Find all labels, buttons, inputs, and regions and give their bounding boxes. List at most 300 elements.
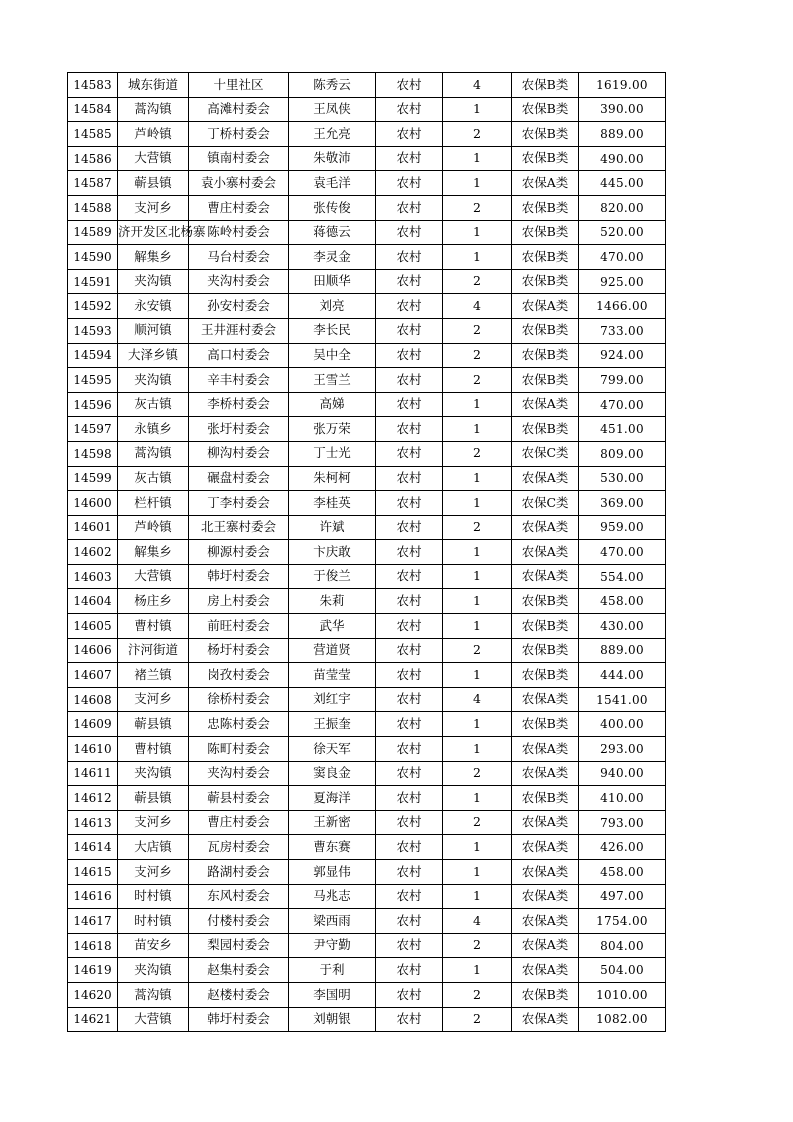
- record-id-cell: 14588: [68, 195, 118, 220]
- amount-cell: 470.00: [579, 245, 666, 270]
- amount-cell: 889.00: [579, 122, 666, 147]
- table-row: [68, 614, 666, 639]
- table-row: [68, 515, 666, 540]
- household-count-cell: 1: [443, 835, 512, 860]
- town-cell: 解集乡: [118, 540, 189, 565]
- category-cell: 农保B类: [512, 786, 579, 811]
- record-id-cell: 14599: [68, 466, 118, 491]
- category-cell: 农保A类: [512, 761, 579, 786]
- amount-cell: 554.00: [579, 564, 666, 589]
- town-cell: 蕲县镇: [118, 171, 189, 196]
- town-cell: 曹村镇: [118, 737, 189, 762]
- area-type-cell: 农村: [376, 466, 443, 491]
- amount-cell: 1619.00: [579, 73, 666, 98]
- town-cell: 时村镇: [118, 909, 189, 934]
- person-name-cell: 王允亮: [289, 122, 376, 147]
- table-row: [68, 638, 666, 663]
- record-id-cell: 14584: [68, 97, 118, 122]
- record-id-cell: 14612: [68, 786, 118, 811]
- village-cell: 辛丰村委会: [189, 368, 289, 393]
- area-type-cell: 农村: [376, 171, 443, 196]
- village-cell: 丁李村委会: [189, 491, 289, 516]
- household-count-cell: 1: [443, 786, 512, 811]
- town-cell: 夹沟镇: [118, 269, 189, 294]
- town-cell: 顺河镇: [118, 318, 189, 343]
- amount-cell: 497.00: [579, 884, 666, 909]
- person-name-cell: 于俊兰: [289, 564, 376, 589]
- table-row: [68, 245, 666, 270]
- category-cell: 农保B类: [512, 73, 579, 98]
- amount-cell: 820.00: [579, 195, 666, 220]
- area-type-cell: 农村: [376, 909, 443, 934]
- village-cell: 徐桥村委会: [189, 687, 289, 712]
- village-cell: 马台村委会: [189, 245, 289, 270]
- area-type-cell: 农村: [376, 589, 443, 614]
- category-cell: 农保B类: [512, 712, 579, 737]
- town-cell: 济开发区北杨寨: [118, 220, 189, 245]
- category-cell: 农保B类: [512, 146, 579, 171]
- person-name-cell: 王雪兰: [289, 368, 376, 393]
- person-name-cell: 李国明: [289, 982, 376, 1007]
- amount-cell: 1082.00: [579, 1007, 666, 1032]
- area-type-cell: 农村: [376, 712, 443, 737]
- amount-cell: 1466.00: [579, 294, 666, 319]
- area-type-cell: 农村: [376, 786, 443, 811]
- household-count-cell: 1: [443, 466, 512, 491]
- village-cell: 柳源村委会: [189, 540, 289, 565]
- town-cell: 夹沟镇: [118, 958, 189, 983]
- category-cell: 农保C类: [512, 491, 579, 516]
- person-name-cell: 朱敬沛: [289, 146, 376, 171]
- category-cell: 农保B类: [512, 122, 579, 147]
- area-type-cell: 农村: [376, 73, 443, 98]
- village-cell: 北王寨村委会: [189, 515, 289, 540]
- village-cell: 袁小寨村委会: [189, 171, 289, 196]
- record-id-cell: 14590: [68, 245, 118, 270]
- area-type-cell: 农村: [376, 564, 443, 589]
- household-count-cell: 2: [443, 368, 512, 393]
- village-cell: 高滩村委会: [189, 97, 289, 122]
- area-type-cell: 农村: [376, 982, 443, 1007]
- person-name-cell: 苗莹莹: [289, 663, 376, 688]
- person-name-cell: 李长民: [289, 318, 376, 343]
- town-cell: 支河乡: [118, 687, 189, 712]
- town-cell: 芦岭镇: [118, 515, 189, 540]
- household-count-cell: 1: [443, 712, 512, 737]
- record-id-cell: 14587: [68, 171, 118, 196]
- person-name-cell: 张传俊: [289, 195, 376, 220]
- category-cell: 农保A类: [512, 860, 579, 885]
- amount-cell: 390.00: [579, 97, 666, 122]
- records-table: [67, 72, 666, 1032]
- person-name-cell: 吴中全: [289, 343, 376, 368]
- household-count-cell: 2: [443, 343, 512, 368]
- person-name-cell: 夏海洋: [289, 786, 376, 811]
- amount-cell: 940.00: [579, 761, 666, 786]
- person-name-cell: 徐天军: [289, 737, 376, 762]
- record-id-cell: 14611: [68, 761, 118, 786]
- household-count-cell: 1: [443, 245, 512, 270]
- amount-cell: 470.00: [579, 540, 666, 565]
- household-count-cell: 2: [443, 761, 512, 786]
- record-id-cell: 14608: [68, 687, 118, 712]
- town-cell: 大泽乡镇: [118, 343, 189, 368]
- table-row: [68, 737, 666, 762]
- record-id-cell: 14609: [68, 712, 118, 737]
- table-row: [68, 220, 666, 245]
- person-name-cell: 朱柯柯: [289, 466, 376, 491]
- household-count-cell: 1: [443, 392, 512, 417]
- village-cell: 夹沟村委会: [189, 269, 289, 294]
- village-cell: 赵楼村委会: [189, 982, 289, 1007]
- person-name-cell: 郭显伟: [289, 860, 376, 885]
- person-name-cell: 丁士光: [289, 441, 376, 466]
- record-id-cell: 14620: [68, 982, 118, 1007]
- category-cell: 农保B类: [512, 982, 579, 1007]
- area-type-cell: 农村: [376, 933, 443, 958]
- category-cell: 农保A类: [512, 737, 579, 762]
- table-row: [68, 933, 666, 958]
- household-count-cell: 4: [443, 909, 512, 934]
- town-cell: 大营镇: [118, 564, 189, 589]
- person-name-cell: 田顺华: [289, 269, 376, 294]
- area-type-cell: 农村: [376, 122, 443, 147]
- town-cell: 杨庄乡: [118, 589, 189, 614]
- area-type-cell: 农村: [376, 638, 443, 663]
- village-cell: 镇南村委会: [189, 146, 289, 171]
- person-name-cell: 营道贤: [289, 638, 376, 663]
- table-row: [68, 835, 666, 860]
- area-type-cell: 农村: [376, 417, 443, 442]
- category-cell: 农保A类: [512, 835, 579, 860]
- area-type-cell: 农村: [376, 343, 443, 368]
- area-type-cell: 农村: [376, 146, 443, 171]
- person-name-cell: 刘亮: [289, 294, 376, 319]
- town-cell: 蒿沟镇: [118, 982, 189, 1007]
- area-type-cell: 农村: [376, 884, 443, 909]
- village-cell: 瓦房村委会: [189, 835, 289, 860]
- amount-cell: 369.00: [579, 491, 666, 516]
- table-row: [68, 786, 666, 811]
- village-cell: 赵集村委会: [189, 958, 289, 983]
- area-type-cell: 农村: [376, 835, 443, 860]
- town-cell: 支河乡: [118, 195, 189, 220]
- household-count-cell: 1: [443, 614, 512, 639]
- record-id-cell: 14614: [68, 835, 118, 860]
- household-count-cell: 2: [443, 195, 512, 220]
- household-count-cell: 2: [443, 122, 512, 147]
- amount-cell: 889.00: [579, 638, 666, 663]
- table-row: [68, 810, 666, 835]
- area-type-cell: 农村: [376, 687, 443, 712]
- area-type-cell: 农村: [376, 614, 443, 639]
- town-cell: 城东街道: [118, 73, 189, 98]
- record-id-cell: 14585: [68, 122, 118, 147]
- town-cell: 时村镇: [118, 884, 189, 909]
- area-type-cell: 农村: [376, 220, 443, 245]
- household-count-cell: 1: [443, 884, 512, 909]
- town-cell: 蕲县镇: [118, 786, 189, 811]
- town-cell: 解集乡: [118, 245, 189, 270]
- table-row: [68, 909, 666, 934]
- category-cell: 农保A类: [512, 687, 579, 712]
- village-cell: 东风村委会: [189, 884, 289, 909]
- town-cell: 芦岭镇: [118, 122, 189, 147]
- village-cell: 陈町村委会: [189, 737, 289, 762]
- person-name-cell: 王凤侠: [289, 97, 376, 122]
- village-cell: 王井涯村委会: [189, 318, 289, 343]
- record-id-cell: 14613: [68, 810, 118, 835]
- table-row: [68, 417, 666, 442]
- person-name-cell: 李桂英: [289, 491, 376, 516]
- table-row: [68, 860, 666, 885]
- town-cell: 褚兰镇: [118, 663, 189, 688]
- household-count-cell: 2: [443, 933, 512, 958]
- table-row: [68, 122, 666, 147]
- amount-cell: 799.00: [579, 368, 666, 393]
- village-cell: 十里社区: [189, 73, 289, 98]
- person-name-cell: 梁西雨: [289, 909, 376, 934]
- amount-cell: 925.00: [579, 269, 666, 294]
- category-cell: 农保B类: [512, 269, 579, 294]
- village-cell: 夹沟村委会: [189, 761, 289, 786]
- area-type-cell: 农村: [376, 958, 443, 983]
- village-cell: 陈岭村委会: [189, 220, 289, 245]
- household-count-cell: 1: [443, 417, 512, 442]
- table-row: [68, 466, 666, 491]
- town-cell: 大营镇: [118, 1007, 189, 1032]
- table-row: [68, 663, 666, 688]
- table-row: [68, 564, 666, 589]
- amount-cell: 293.00: [579, 737, 666, 762]
- table-row: [68, 958, 666, 983]
- household-count-cell: 2: [443, 638, 512, 663]
- person-name-cell: 张万荣: [289, 417, 376, 442]
- area-type-cell: 农村: [376, 1007, 443, 1032]
- category-cell: 农保A类: [512, 1007, 579, 1032]
- village-cell: 碾盘村委会: [189, 466, 289, 491]
- household-count-cell: 1: [443, 860, 512, 885]
- area-type-cell: 农村: [376, 663, 443, 688]
- amount-cell: 445.00: [579, 171, 666, 196]
- town-cell: 大营镇: [118, 146, 189, 171]
- record-id-cell: 14610: [68, 737, 118, 762]
- person-name-cell: 陈秀云: [289, 73, 376, 98]
- table-row: [68, 884, 666, 909]
- table-row: [68, 441, 666, 466]
- person-name-cell: 曹东赛: [289, 835, 376, 860]
- village-cell: 柳沟村委会: [189, 441, 289, 466]
- person-name-cell: 马兆志: [289, 884, 376, 909]
- town-cell: 夹沟镇: [118, 368, 189, 393]
- town-cell: 灰古镇: [118, 466, 189, 491]
- household-count-cell: 4: [443, 73, 512, 98]
- town-cell: 大店镇: [118, 835, 189, 860]
- area-type-cell: 农村: [376, 761, 443, 786]
- record-id-cell: 14592: [68, 294, 118, 319]
- person-name-cell: 蒋德云: [289, 220, 376, 245]
- household-count-cell: 4: [443, 294, 512, 319]
- amount-cell: 804.00: [579, 933, 666, 958]
- table-row: [68, 540, 666, 565]
- household-count-cell: 2: [443, 441, 512, 466]
- amount-cell: 1010.00: [579, 982, 666, 1007]
- table-row: [68, 269, 666, 294]
- person-name-cell: 高娣: [289, 392, 376, 417]
- town-cell: 夹沟镇: [118, 761, 189, 786]
- category-cell: 农保A类: [512, 540, 579, 565]
- household-count-cell: 2: [443, 318, 512, 343]
- record-id-cell: 14598: [68, 441, 118, 466]
- village-cell: 韩圩村委会: [189, 1007, 289, 1032]
- village-cell: 岗孜村委会: [189, 663, 289, 688]
- amount-cell: 470.00: [579, 392, 666, 417]
- person-name-cell: 王新密: [289, 810, 376, 835]
- town-cell: 支河乡: [118, 810, 189, 835]
- amount-cell: 1754.00: [579, 909, 666, 934]
- village-cell: 蕲县村委会: [189, 786, 289, 811]
- record-id-cell: 14618: [68, 933, 118, 958]
- amount-cell: 924.00: [579, 343, 666, 368]
- record-id-cell: 14593: [68, 318, 118, 343]
- category-cell: 农保A类: [512, 392, 579, 417]
- category-cell: 农保B类: [512, 614, 579, 639]
- person-name-cell: 李灵金: [289, 245, 376, 270]
- category-cell: 农保A类: [512, 564, 579, 589]
- table-row: [68, 589, 666, 614]
- category-cell: 农保B类: [512, 220, 579, 245]
- household-count-cell: 2: [443, 269, 512, 294]
- amount-cell: 733.00: [579, 318, 666, 343]
- record-id-cell: 14604: [68, 589, 118, 614]
- category-cell: 农保B类: [512, 589, 579, 614]
- record-id-cell: 14619: [68, 958, 118, 983]
- village-cell: 李桥村委会: [189, 392, 289, 417]
- table-row: [68, 318, 666, 343]
- category-cell: 农保B类: [512, 97, 579, 122]
- area-type-cell: 农村: [376, 860, 443, 885]
- record-id-cell: 14615: [68, 860, 118, 885]
- village-cell: 忠陈村委会: [189, 712, 289, 737]
- category-cell: 农保A类: [512, 958, 579, 983]
- category-cell: 农保B类: [512, 195, 579, 220]
- category-cell: 农保A类: [512, 515, 579, 540]
- household-count-cell: 2: [443, 982, 512, 1007]
- table-row: [68, 368, 666, 393]
- category-cell: 农保A类: [512, 171, 579, 196]
- person-name-cell: 武华: [289, 614, 376, 639]
- table-row: [68, 982, 666, 1007]
- town-cell: 栏杆镇: [118, 491, 189, 516]
- household-count-cell: 2: [443, 1007, 512, 1032]
- record-id-cell: 14595: [68, 368, 118, 393]
- household-count-cell: 2: [443, 810, 512, 835]
- household-count-cell: 4: [443, 687, 512, 712]
- village-cell: 高口村委会: [189, 343, 289, 368]
- category-cell: 农保B类: [512, 245, 579, 270]
- household-count-cell: 1: [443, 958, 512, 983]
- record-id-cell: 14617: [68, 909, 118, 934]
- town-cell: 灰古镇: [118, 392, 189, 417]
- person-name-cell: 尹守勤: [289, 933, 376, 958]
- category-cell: 农保B类: [512, 417, 579, 442]
- person-name-cell: 王振奎: [289, 712, 376, 737]
- household-count-cell: 1: [443, 220, 512, 245]
- amount-cell: 504.00: [579, 958, 666, 983]
- amount-cell: 458.00: [579, 860, 666, 885]
- village-cell: 梨园村委会: [189, 933, 289, 958]
- household-count-cell: 1: [443, 97, 512, 122]
- area-type-cell: 农村: [376, 97, 443, 122]
- area-type-cell: 农村: [376, 318, 443, 343]
- category-cell: 农保B类: [512, 318, 579, 343]
- town-cell: 永安镇: [118, 294, 189, 319]
- table-row: [68, 761, 666, 786]
- category-cell: 农保B类: [512, 368, 579, 393]
- village-cell: 付楼村委会: [189, 909, 289, 934]
- record-id-cell: 14591: [68, 269, 118, 294]
- amount-cell: 400.00: [579, 712, 666, 737]
- area-type-cell: 农村: [376, 810, 443, 835]
- area-type-cell: 农村: [376, 245, 443, 270]
- amount-cell: 1541.00: [579, 687, 666, 712]
- record-id-cell: 14600: [68, 491, 118, 516]
- category-cell: 农保B类: [512, 638, 579, 663]
- household-count-cell: 1: [443, 491, 512, 516]
- household-count-cell: 1: [443, 737, 512, 762]
- area-type-cell: 农村: [376, 269, 443, 294]
- table-row: [68, 146, 666, 171]
- amount-cell: 410.00: [579, 786, 666, 811]
- category-cell: 农保A类: [512, 909, 579, 934]
- village-cell: 张圩村委会: [189, 417, 289, 442]
- table-row: [68, 1007, 666, 1032]
- record-id-cell: 14607: [68, 663, 118, 688]
- household-count-cell: 1: [443, 589, 512, 614]
- amount-cell: 793.00: [579, 810, 666, 835]
- town-cell: 汴河街道: [118, 638, 189, 663]
- town-cell: 蒿沟镇: [118, 441, 189, 466]
- town-cell: 蕲县镇: [118, 712, 189, 737]
- amount-cell: 809.00: [579, 441, 666, 466]
- town-cell: 支河乡: [118, 860, 189, 885]
- person-name-cell: 卞庆敢: [289, 540, 376, 565]
- area-type-cell: 农村: [376, 540, 443, 565]
- record-id-cell: 14606: [68, 638, 118, 663]
- record-id-cell: 14589: [68, 220, 118, 245]
- record-id-cell: 14601: [68, 515, 118, 540]
- village-cell: 房上村委会: [189, 589, 289, 614]
- table-body: [68, 73, 666, 1032]
- area-type-cell: 农村: [376, 368, 443, 393]
- person-name-cell: 许斌: [289, 515, 376, 540]
- village-cell: 路湖村委会: [189, 860, 289, 885]
- household-count-cell: 1: [443, 171, 512, 196]
- category-cell: 农保A类: [512, 810, 579, 835]
- town-cell: 永镇乡: [118, 417, 189, 442]
- village-cell: 丁桥村委会: [189, 122, 289, 147]
- category-cell: 农保A类: [512, 294, 579, 319]
- table-row: [68, 343, 666, 368]
- area-type-cell: 农村: [376, 294, 443, 319]
- area-type-cell: 农村: [376, 737, 443, 762]
- village-cell: 韩圩村委会: [189, 564, 289, 589]
- amount-cell: 430.00: [579, 614, 666, 639]
- amount-cell: 444.00: [579, 663, 666, 688]
- table-row: [68, 73, 666, 98]
- record-id-cell: 14603: [68, 564, 118, 589]
- category-cell: 农保A类: [512, 884, 579, 909]
